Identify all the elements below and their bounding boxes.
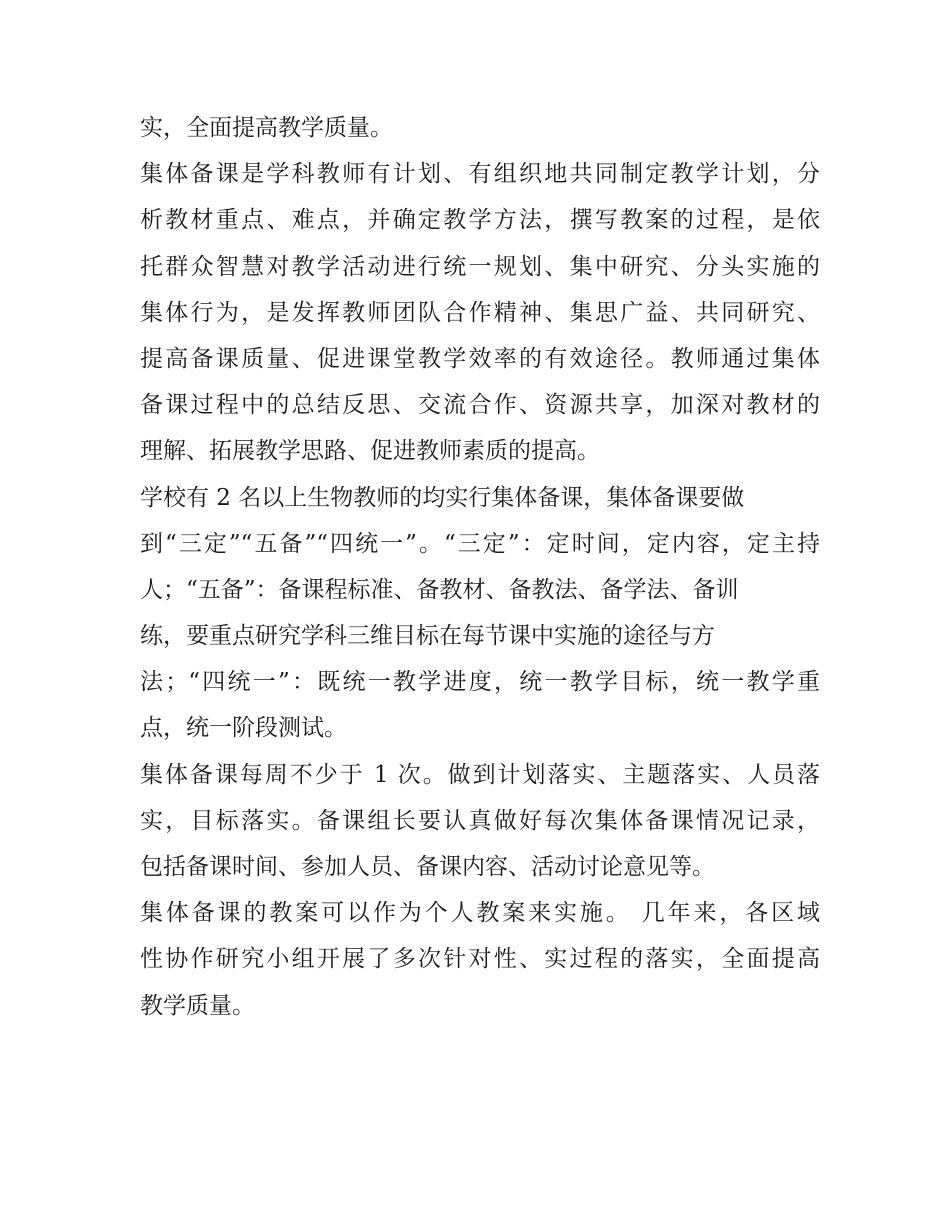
text-line: 性协作研究小组开展了多次针对性、实过程的落实，全面提高	[140, 946, 820, 973]
text-line: 法；“四统一”：既统一教学进度，统一教学目标，统一教学重	[140, 669, 820, 696]
text-line: 集体备课是学科教师有计划、有组织地共同制定教学计划，分	[140, 161, 820, 188]
text-line: 理解、拓展教学思路、促进教师素质的提高。	[140, 438, 600, 465]
text-line: 实，全面提高教学质量。	[140, 115, 393, 141]
text-line: 练，要重点研究学科三维目标在每节课中实施的途径与方	[140, 623, 715, 650]
document-body	[140, 105, 820, 1029]
text-line: 托群众智慧对教学活动进行统一规划、集中研究、分头实施的	[140, 253, 820, 280]
text-line: 提高备课质量、促进课堂教学效率的有效途径。教师通过集体	[140, 345, 820, 372]
text-line: 集体行为，是发挥教师团队合作精神、集思广益、共同研究、	[140, 299, 820, 326]
text-line: 集体备课的教案可以作为个人教案来实施。 几年来，各区域	[140, 900, 820, 927]
text-line: 析教材重点、难点，并确定教学方法，撰写教案的过程，是依	[140, 207, 820, 234]
text-line: 人；“五备”：备课程标准、备教材、备教法、备学法、备训	[140, 576, 739, 603]
text-line: 集体备课每周不少于 1 次。做到计划落实、主题落实、人员落	[140, 761, 820, 788]
text-line: 包括备课时间、参加人员、备课内容、活动讨论意见等。	[140, 854, 715, 880]
text-line: 点，统一阶段测试。	[140, 715, 347, 742]
text-line: 教学质量。	[140, 992, 255, 1019]
text-line: 备课过程中的总结反思、交流合作、资源共享，加深对教材的	[140, 392, 820, 419]
text-line: 实，目标落实。备课组长要认真做好每次集体备课情况记录，	[140, 807, 820, 834]
text-line: 学校有 2 名以上生物教师的均实行集体备课，集体备课要做	[140, 484, 745, 511]
text-line: 到“三定”“五备”“四统一”。“三定”：定时间，定内容，定主持	[140, 530, 820, 557]
